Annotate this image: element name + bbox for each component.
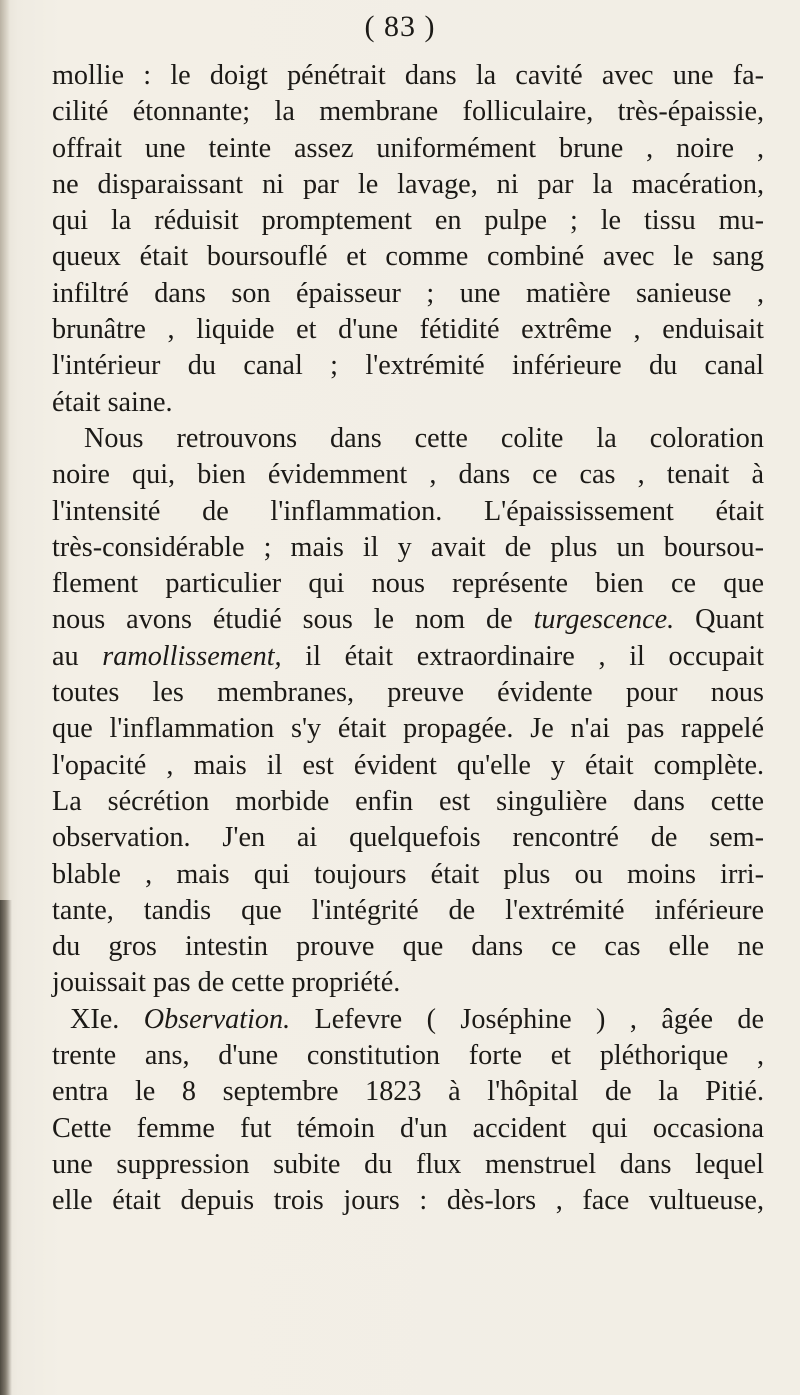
text-line	[52, 348, 764, 384]
italic-text: Observation.	[143, 1003, 291, 1035]
text-segment: entra le 8 septembre 1823 à l'hôpital de la Pitié.	[52, 1076, 764, 1108]
text-segment: toutes les membranes, preuve évidente pour nous	[52, 677, 764, 709]
text-segment: observation. J'en ai quelquefois rencontré de sem-	[52, 822, 764, 854]
text-line	[52, 239, 764, 275]
text-line	[52, 421, 764, 457]
text-line	[52, 276, 764, 312]
text-segment: il était extraordinaire , il occupait	[281, 640, 764, 672]
text-segment: l'intérieur du canal ; l'extrémité inférieure du canal	[52, 350, 764, 382]
text-segment: trente ans, d'une constitution forte et pléthorique ,	[52, 1040, 764, 1072]
text-line	[52, 929, 764, 965]
italic-text: turgescence.	[533, 604, 675, 636]
text-segment: l'opacité , mais il est évident qu'elle y était complète.	[52, 749, 764, 781]
text-line	[52, 203, 764, 239]
text-segment: qui la réduisit promptement en pulpe ; le tissu mu-	[52, 205, 764, 237]
text-segment: brunâtre , liquide et d'une fétidité extrême , enduisait	[52, 314, 764, 346]
body-text	[52, 58, 764, 1220]
text-line	[52, 965, 764, 1001]
text-segment: une suppression subite du flux menstruel dans lequel	[52, 1148, 764, 1180]
text-line	[52, 748, 764, 784]
text-segment: du gros intestin prouve que dans ce cas elle ne	[52, 931, 764, 963]
text-segment: Cette femme fut témoin d'un accident qui occasiona	[52, 1112, 764, 1144]
text-segment: Lefevre ( Joséphine ) , âgée de	[290, 1003, 764, 1035]
text-segment: elle était depuis trois jours : dès-lors , face vultueuse,	[52, 1185, 764, 1217]
text-segment: infiltré dans son épaisseur ; une matière sanieuse ,	[52, 277, 764, 309]
italic-text: ramollissement,	[102, 640, 282, 672]
text-segment: Nous retrouvons dans cette colite la coloration	[84, 422, 764, 454]
text-line	[52, 385, 764, 421]
text-segment: mollie : le doigt pénétrait dans la cavité avec une fa-	[52, 60, 764, 91]
text-line	[52, 711, 764, 747]
text-line	[52, 893, 764, 929]
text-line	[52, 566, 764, 602]
text-segment: queux était boursouflé et comme combiné avec le sang	[52, 241, 764, 273]
text-segment: noire qui, bien évidemment , dans ce cas , tenait à	[52, 459, 764, 491]
text-line	[52, 1111, 764, 1147]
text-line	[52, 820, 764, 856]
text-line	[52, 94, 764, 130]
text-segment: l'intensité de l'inflammation. L'épaississement était	[52, 495, 764, 527]
text-line	[52, 1183, 764, 1219]
text-segment: jouissait pas de cette propriété.	[52, 967, 401, 999]
text-line	[52, 131, 764, 167]
text-segment: XIe.	[70, 1003, 144, 1035]
text-segment: tante, tandis que l'intégrité de l'extrémité inférieure	[52, 894, 764, 926]
text-line	[52, 167, 764, 203]
text-line	[52, 58, 764, 94]
text-line	[52, 1147, 764, 1183]
text-segment: nous avons étudié sous le nom de	[52, 604, 534, 636]
text-segment: ne disparaissant ni par le lavage, ni par la macération,	[52, 168, 764, 200]
text-line	[52, 602, 764, 638]
text-line	[52, 857, 764, 893]
text-line	[52, 784, 764, 820]
text-line	[52, 675, 764, 711]
text-segment: offrait une teinte assez uniformément brune , noire ,	[52, 132, 764, 164]
text-segment: était saine.	[52, 386, 173, 418]
text-segment: blable , mais qui toujours était plus ou moins irri-	[52, 858, 764, 890]
text-line	[52, 312, 764, 348]
text-line	[52, 457, 764, 493]
text-line	[52, 1002, 764, 1038]
text-line	[52, 494, 764, 530]
binding-edge	[0, 900, 12, 1395]
text-line	[52, 639, 764, 675]
text-segment: au	[52, 640, 103, 672]
text-segment: cilité étonnante; la membrane folliculaire, très-épaissie,	[52, 96, 764, 128]
text-segment: que l'inflammation s'y était propagée. Je n'ai pas rappelé	[52, 713, 764, 745]
text-segment: Quant	[674, 604, 765, 636]
text-segment: très-considérable ; mais il y avait de plus un boursou-	[52, 531, 764, 563]
text-line	[52, 530, 764, 566]
text-line	[52, 1038, 764, 1074]
page-number-header: ( 83 )	[364, 10, 436, 43]
text-segment: flement particulier qui nous représente bien ce que	[52, 568, 764, 600]
text-segment: La sécrétion morbide enfin est singulière dans cette	[52, 785, 764, 817]
text-line	[52, 1074, 764, 1110]
